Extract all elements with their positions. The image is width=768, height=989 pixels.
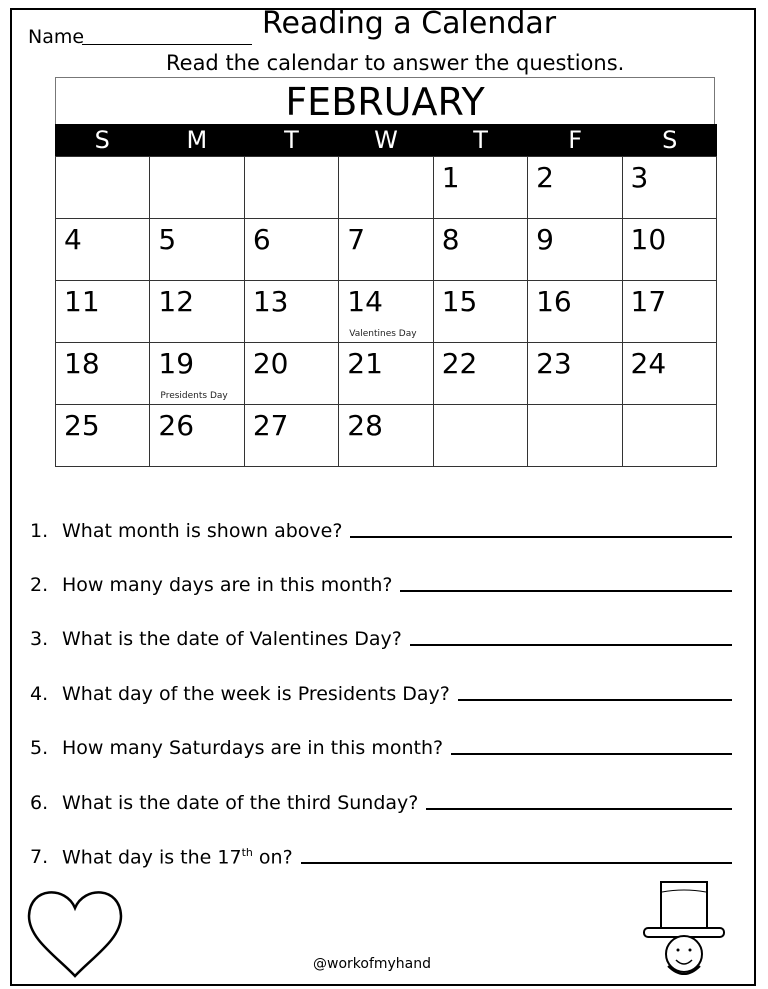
question-number: 7. bbox=[30, 846, 49, 869]
calendar-day-cell bbox=[528, 219, 622, 281]
question-number: 5. bbox=[30, 737, 49, 759]
calendar-grid bbox=[55, 156, 717, 467]
weekday-header bbox=[55, 124, 717, 156]
answer-line[interactable] bbox=[410, 644, 732, 646]
instructions: Read the calendar to answer the questions. bbox=[166, 51, 625, 75]
weekday-label: T bbox=[284, 126, 299, 154]
calendar-day-cell bbox=[528, 281, 622, 343]
calendar-day-cell bbox=[150, 405, 244, 467]
calendar-day-cell bbox=[244, 281, 338, 343]
day-number: 26 bbox=[158, 409, 195, 442]
calendar-day-cell bbox=[433, 281, 527, 343]
calendar-week bbox=[56, 157, 717, 219]
day-number: 28 bbox=[347, 409, 383, 442]
day-number: 21 bbox=[347, 347, 383, 380]
day-number: 14 bbox=[347, 285, 383, 318]
calendar-day-cell bbox=[150, 343, 244, 405]
ordinal-suffix: th bbox=[241, 846, 253, 859]
day-number: 8 bbox=[441, 223, 460, 256]
calendar-day-cell bbox=[622, 157, 716, 219]
answer-line[interactable] bbox=[301, 862, 732, 864]
question-6 bbox=[30, 792, 732, 814]
answer-line[interactable] bbox=[426, 808, 732, 810]
calendar-day-cell bbox=[622, 219, 716, 281]
page-title: Reading a Calendar bbox=[262, 6, 557, 41]
calendar-day-cell bbox=[150, 157, 244, 219]
day-number: 19 bbox=[158, 347, 195, 380]
day-number: 24 bbox=[630, 347, 667, 380]
question-number: 4. bbox=[30, 683, 49, 705]
calendar-day-cell bbox=[150, 281, 244, 343]
calendar-week bbox=[56, 343, 717, 405]
question-number: 3. bbox=[30, 628, 49, 650]
calendar-day-cell bbox=[622, 281, 716, 343]
calendar-week bbox=[56, 219, 717, 281]
calendar-day-cell bbox=[56, 219, 150, 281]
calendar-day-cell bbox=[244, 219, 338, 281]
calendar-day-cell bbox=[244, 405, 338, 467]
day-number: 10 bbox=[630, 223, 667, 256]
question-text-part: What month is shown above? bbox=[62, 520, 343, 542]
question-text bbox=[62, 574, 392, 596]
answer-line[interactable] bbox=[458, 699, 732, 701]
day-number: 15 bbox=[441, 285, 478, 318]
day-number: 20 bbox=[252, 347, 289, 380]
answer-line[interactable] bbox=[451, 753, 732, 755]
calendar-day-cell bbox=[528, 343, 622, 405]
question-text-part: What is the date of the third Sunday? bbox=[62, 792, 419, 814]
question-text bbox=[62, 846, 293, 868]
calendar-day-cell bbox=[433, 405, 527, 467]
calendar-day-cell bbox=[56, 343, 150, 405]
day-number: 2 bbox=[536, 161, 554, 194]
day-number: 7 bbox=[347, 223, 366, 256]
question-3 bbox=[30, 628, 732, 650]
credit-text: @workofmyhand bbox=[313, 956, 432, 972]
calendar-day-cell bbox=[528, 405, 622, 467]
day-number: 1 bbox=[441, 161, 460, 194]
calendar-day-cell bbox=[528, 157, 622, 219]
calendar-day-cell bbox=[433, 219, 527, 281]
question-1 bbox=[30, 520, 732, 542]
heart-icon bbox=[26, 884, 124, 980]
question-text-part: What day of the week is Presidents Day? bbox=[62, 683, 450, 705]
day-number: 12 bbox=[158, 285, 195, 318]
weekday-label: M bbox=[186, 126, 208, 154]
day-number: 25 bbox=[64, 409, 100, 442]
calendar-day-cell bbox=[244, 157, 338, 219]
question-text-part: What is the date of Valentines Day? bbox=[62, 628, 402, 650]
day-number: 5 bbox=[158, 223, 177, 256]
weekday-label: F bbox=[568, 126, 583, 154]
calendar-day-cell bbox=[433, 157, 527, 219]
day-number: 22 bbox=[441, 347, 478, 380]
question-text bbox=[62, 628, 402, 650]
question-text-part: How many Saturdays are in this month? bbox=[62, 737, 444, 759]
calendar-day-cell bbox=[56, 157, 150, 219]
name-label: Name bbox=[28, 26, 85, 48]
calendar-day-cell bbox=[622, 343, 716, 405]
day-number: 11 bbox=[64, 285, 100, 318]
holiday-note: Valentines Day bbox=[349, 329, 417, 339]
calendar-day-cell bbox=[339, 343, 433, 405]
weekday-label: T bbox=[473, 126, 488, 154]
question-4 bbox=[30, 683, 732, 705]
name-input-line[interactable] bbox=[82, 44, 252, 45]
calendar-day-cell bbox=[622, 405, 716, 467]
calendar-day-cell bbox=[244, 343, 338, 405]
day-number: 16 bbox=[536, 285, 572, 318]
question-text-part: on? bbox=[252, 846, 293, 869]
question-text bbox=[62, 520, 342, 542]
day-number: 23 bbox=[536, 347, 572, 380]
calendar-day-cell bbox=[339, 281, 433, 343]
answer-line[interactable] bbox=[400, 590, 732, 592]
day-number: 18 bbox=[64, 347, 100, 380]
lincoln-clipart-icon bbox=[640, 878, 730, 980]
calendar-week bbox=[56, 281, 717, 343]
calendar-week bbox=[56, 405, 717, 467]
day-number: 6 bbox=[252, 223, 271, 256]
calendar-day-cell bbox=[56, 281, 150, 343]
day-number: 9 bbox=[536, 223, 554, 256]
question-2 bbox=[30, 574, 732, 596]
day-number: 4 bbox=[64, 223, 82, 256]
day-number: 27 bbox=[252, 409, 289, 442]
question-text-part: How many days are in this month? bbox=[62, 574, 393, 596]
weekday-label: S bbox=[662, 126, 678, 154]
day-number: 3 bbox=[630, 161, 649, 194]
calendar-day-cell bbox=[150, 219, 244, 281]
calendar-day-cell bbox=[339, 219, 433, 281]
question-text bbox=[62, 792, 418, 814]
question-7 bbox=[30, 846, 732, 868]
calendar-day-cell bbox=[339, 157, 433, 219]
question-number: 6. bbox=[30, 792, 49, 814]
calendar-day-cell bbox=[433, 343, 527, 405]
calendar-day-cell bbox=[56, 405, 150, 467]
day-number: 17 bbox=[630, 285, 667, 318]
calendar-day-cell bbox=[339, 405, 433, 467]
question-text-part: What day is the 17 bbox=[62, 846, 242, 869]
weekday-label: W bbox=[374, 126, 398, 154]
question-text bbox=[62, 737, 443, 759]
holiday-note: Presidents Day bbox=[160, 391, 228, 401]
calendar-month: FEBRUARY bbox=[55, 77, 715, 125]
answer-line[interactable] bbox=[350, 536, 732, 538]
weekday-label: S bbox=[94, 126, 110, 154]
question-5 bbox=[30, 737, 732, 759]
question-number: 1. bbox=[30, 520, 49, 542]
question-text bbox=[62, 683, 450, 705]
day-number: 13 bbox=[252, 285, 289, 318]
question-number: 2. bbox=[30, 574, 49, 596]
